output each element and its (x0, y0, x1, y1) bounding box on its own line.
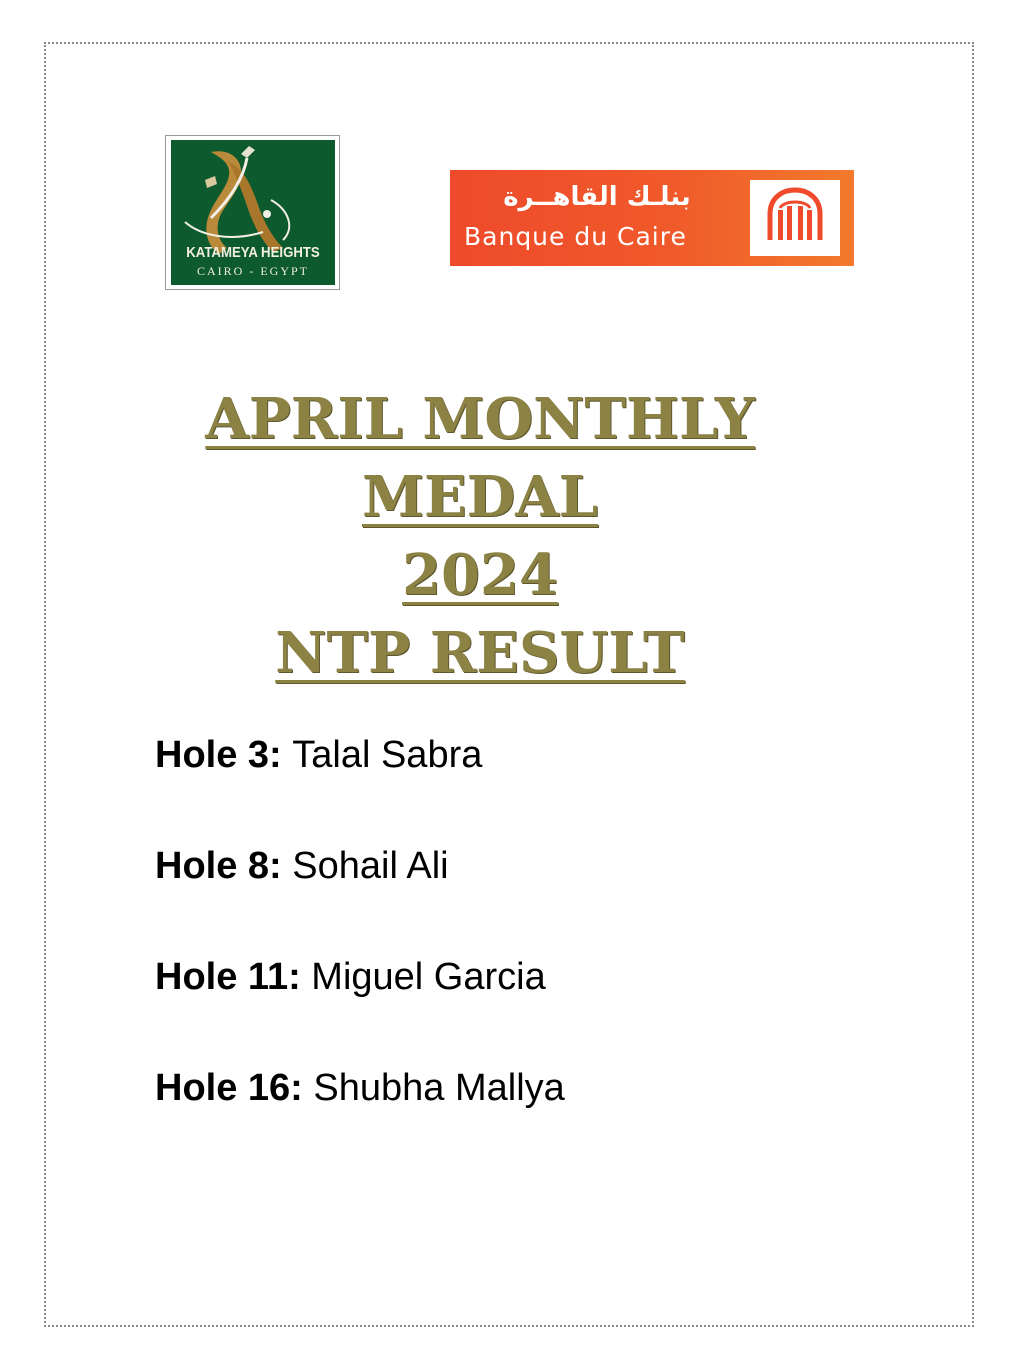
arch-columns-emblem-icon (750, 180, 840, 256)
result-row (155, 838, 855, 949)
winner-name: Shubha Mallya (313, 1067, 565, 1109)
katameya-heights-logo (165, 135, 340, 290)
winner-name: Talal Sabra (292, 734, 483, 776)
bdc-latin-name: Banque du Caire (464, 222, 687, 251)
winner-name: Miguel Garcia (311, 956, 546, 998)
katameya-logo-line2: CAIRO - EGYPT (197, 264, 309, 278)
hole-label: Hole 8: (155, 845, 293, 887)
hole-label: Hole 16: (155, 1067, 314, 1109)
banque-du-caire-logo (450, 170, 854, 266)
title-line-3: 2024 (402, 542, 558, 608)
hole-label: Hole 11: (155, 956, 312, 998)
title-line-4: NTP RESULT (275, 620, 685, 686)
bdc-arabic-name: بنلـك القاهــرة (503, 182, 691, 212)
katameya-logo-line1: KATAMEYA HEIGHTS (186, 244, 320, 261)
result-row (155, 949, 855, 1060)
page-title (140, 380, 820, 692)
title-line-1: APRIL MONTHLY (205, 386, 755, 452)
results-list (155, 727, 855, 1171)
winner-name: Sohail Ali (292, 845, 449, 887)
title-line-2: MEDAL (361, 464, 599, 530)
result-row (155, 1060, 855, 1171)
hole-label: Hole 3: (155, 734, 293, 776)
result-row (155, 727, 855, 838)
